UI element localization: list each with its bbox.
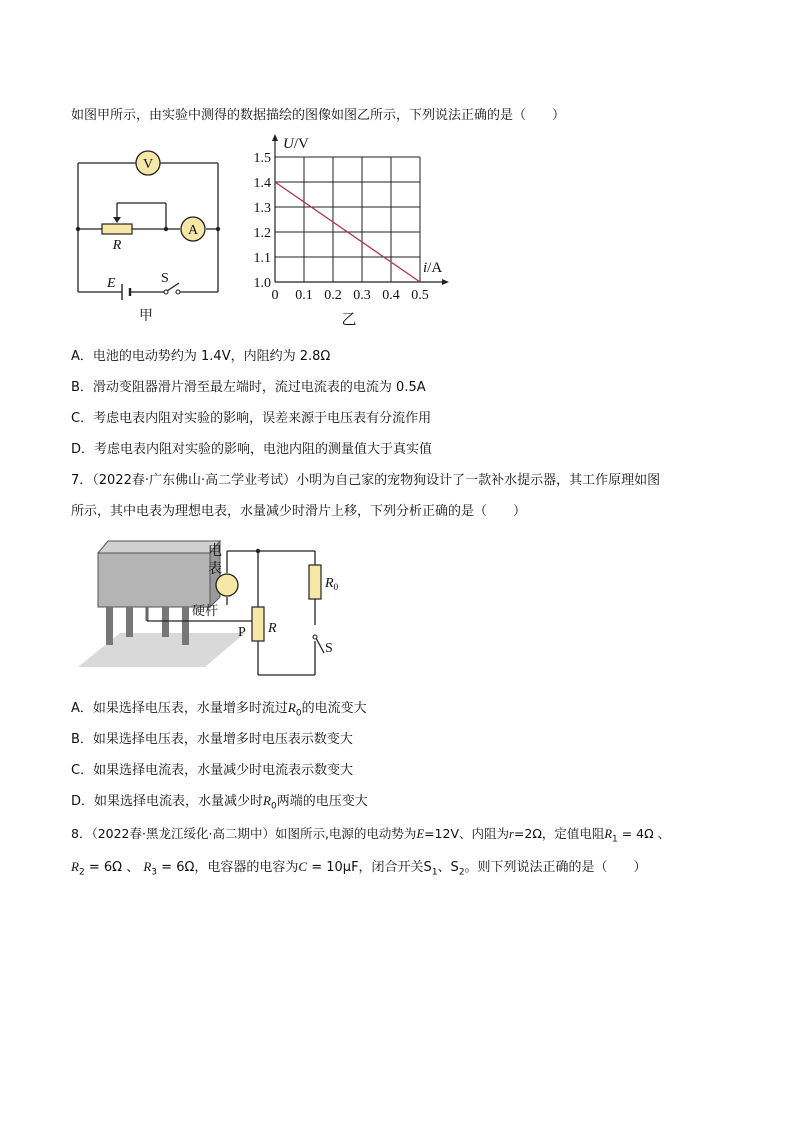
y-tick-label: 1.2: [253, 226, 271, 241]
x-tick-label: 0.3: [353, 288, 371, 303]
x-tick-label: 0.5: [411, 288, 429, 303]
y-axis-label: U/V: [283, 136, 309, 152]
figure-caption-yi: 乙: [341, 312, 357, 328]
meter-icon: [216, 574, 238, 596]
x-axis-arrow: [442, 279, 449, 285]
q6-option-a: A．电池的电动势约为 1.4V，内阻约为 2.8Ω: [71, 349, 331, 364]
y-axis-arrow: [272, 134, 278, 141]
figure-caption-jia: 甲: [139, 309, 153, 324]
x-tick-label: 0.4: [382, 288, 400, 303]
x-tick-label: 0: [271, 288, 279, 303]
rod-label: 硬杆: [192, 604, 219, 619]
question-6-stem: 如图甲所示，由实验中测得的数据描绘的图像如图乙所示，下列说法正确的是（ ）: [71, 108, 566, 123]
meter-label-1: 电: [208, 543, 222, 559]
y-tick-label: 1.0: [253, 276, 271, 291]
question-7-stem-line2: 所示，其中电表为理想电表，水量减少时滑片上移，下列分析正确的是（ ）: [71, 504, 527, 519]
voltmeter-icon: [136, 151, 160, 175]
svg-text:A: A: [187, 223, 199, 238]
q6-option-c: C．考虑电表内阻对实验的影响，误差来源于电压表有分流作用: [71, 411, 432, 426]
switch-s-label: S: [325, 641, 333, 656]
q6-option-d: D．考虑电表内阻对实验的影响，电池内阻的测量值大于真实值: [71, 442, 433, 457]
switch-label: S: [161, 271, 169, 286]
q7-option-a: A．如果选择电压表，水量增多时流过$R_0$的电流变大: [71, 700, 367, 719]
y-tick-label: 1.3: [253, 201, 271, 216]
x-axis-label: i/A: [423, 260, 443, 276]
resistor-r-label: R: [268, 621, 277, 636]
question-8-stem-line2: $R_2 = 6\Omega$ 、 $R_3 = 6\Omega$，电容器的电容为C = 10μF，闭合开关$S_1$、$S_2$。则下列说法正确的是（ ）: [71, 859, 647, 878]
q7-option-c: C．如果选择电流表，水量减少时电流表示数变大: [71, 763, 354, 778]
y-tick-label: 1.5: [253, 151, 271, 166]
x-tick-label: 0.1: [295, 288, 313, 303]
q7-option-d: D．如果选择电流表，水量减少时$R_0$两端的电压变大: [71, 793, 368, 812]
meter-label-2: 表: [208, 561, 222, 577]
r0-label: $R_0$: [325, 576, 339, 592]
svg-text:V: V: [142, 157, 154, 172]
y-tick-label: 1.1: [253, 251, 271, 266]
water-dispenser-diagram: [70, 535, 370, 685]
u-i-chart: [245, 130, 460, 330]
slider-label: P: [238, 625, 246, 640]
x-tick-label: 0.2: [324, 288, 342, 303]
emf-label: E: [107, 276, 116, 291]
circuit-diagram-jia: [70, 145, 230, 325]
resistor-label: R: [112, 238, 122, 253]
y-tick-label: 1.4: [253, 176, 271, 191]
question-8-stem-line1: 8．（2022春·黑龙江绥化·高二期中）如图所示,电源的电动势为E=12V、内阻为r=2Ω，定值电阻$R_1 = 4\Omega$ 、: [71, 826, 671, 845]
question-7-stem-line1: 7．（2022春·广东佛山·高二学业考试）小明为自己家的宠物狗设计了一款补水提示器，其工作原理如图: [71, 473, 661, 488]
q7-option-b: B．如果选择电压表，水量增多时电压表示数变大: [71, 732, 353, 747]
q6-option-b: B．滑动变阻器滑片滑至最左端时，流过电流表的电流为 0.5A: [71, 380, 426, 395]
ammeter-icon: [181, 217, 205, 241]
